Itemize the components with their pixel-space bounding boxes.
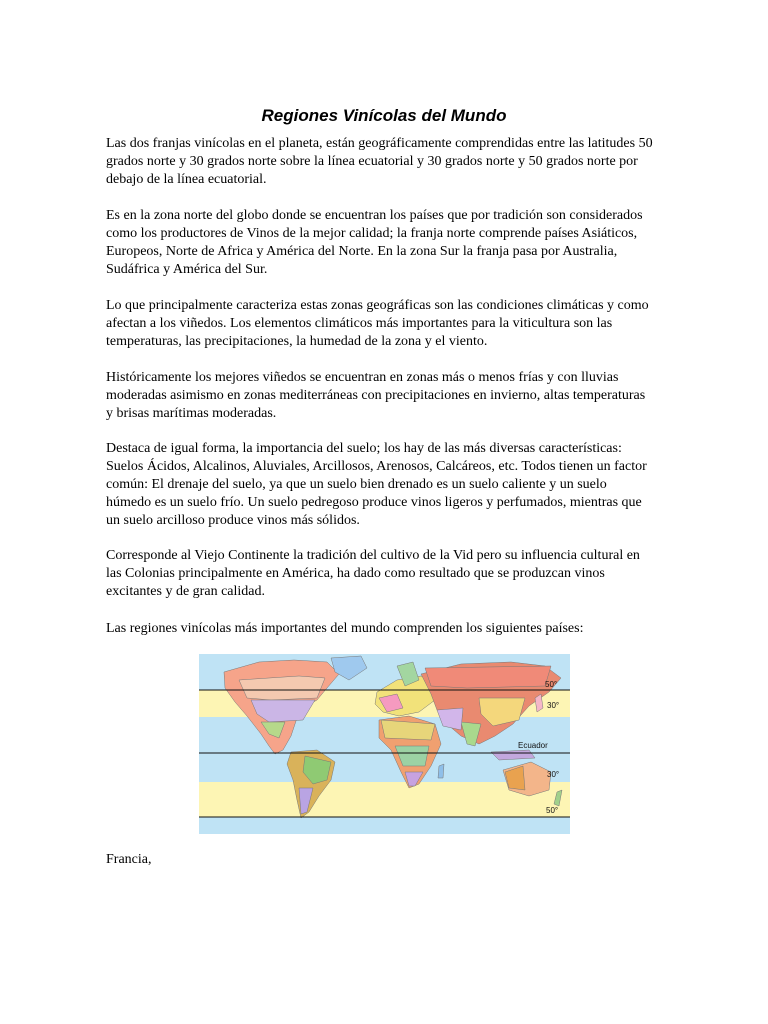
label-south-30: 30° — [547, 770, 560, 779]
paragraph-climate: Lo que principalmente caracteriza estas zonas geográficas son las condiciones climáticas y como afectan a los viñedos. Los elementos climáticos más importantes para la viticultura son las temperaturas, las precipitaciones, la humedad de la zona y el viento. — [106, 298, 649, 349]
label-south-50: 50° — [546, 806, 559, 815]
paragraph-soil: Destaca de igual forma, la importancia del suelo; los hay de las más diversas características: Suelos Ácidos, Alcalinos, Aluviales, Arcillosos, Arenosos, Calcáreos, etc. Todos tienen un factor común: El drenaje del suelo, ya que un suelo bien drenado es un suelo caliente y un suelo húmedo es un suelo frío. Un suelo pedregoso produce vinos ligeros y perfumados, mientras que un suelo arcilloso produce vinos más sólidos. — [106, 441, 647, 528]
world-wine-map — [199, 654, 570, 834]
label-equator: Ecuador — [518, 741, 548, 750]
page-title: Regiones Vinícolas del Mundo — [261, 106, 507, 125]
paragraph-old-continent: Corresponde al Viejo Continente la tradición del cultivo de la Vid pero su influencia cultural en las Colonias principalmente en América, ha dado como resultado que se produzcan vinos excitantes y de gran calidad. — [106, 548, 640, 599]
paragraph-vineyards: Históricamente los mejores viñedos se encuentran en zonas más o menos frías y con lluvias moderadas asimismo en zonas mediterráneas con precipitaciones en invierno, altas temperaturas y brisas marítimas moderadas. — [106, 370, 646, 421]
paragraph-regions-intro: Las regiones vinícolas más importantes del mundo comprenden los siguientes países: — [106, 621, 584, 636]
label-north-50: 50° — [545, 680, 558, 689]
landmass-indonesia — [491, 750, 535, 760]
landmass-madagascar — [438, 764, 444, 778]
region-canada — [239, 676, 325, 700]
label-north-30: 30° — [547, 701, 560, 710]
paragraph-north-zone: Es en la zona norte del globo donde se encuentran los países que por tradición son considerados como los productores de Vinos de la mejor calidad; la franja norte comprende países Asiáticos, Europeos, Norte de Africa y América del Norte. En la zona Sur la franja pasa por Australia, Sudáfrica y América del Sur. — [106, 208, 643, 277]
closing-text: Francia, — [106, 852, 152, 867]
paragraph-latitudes: Las dos franjas vinícolas en el planeta, están geográficamente comprendidas entre las latitudes 50 grados norte y 30 grados norte sobre la línea ecuatorial y 30 grados norte y 50 grados norte por debajo de la línea ecuatorial. — [106, 136, 653, 187]
region-russia — [425, 666, 551, 688]
